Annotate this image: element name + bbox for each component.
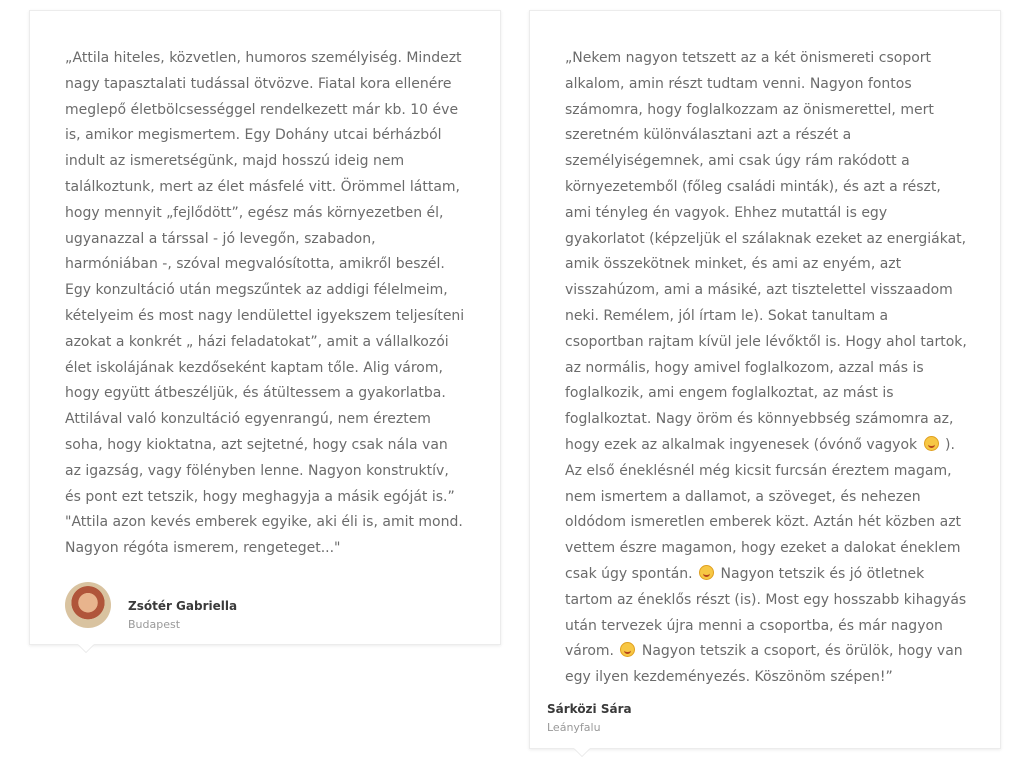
author-name: Sárközi Sára (547, 702, 632, 716)
testimonial-quote: „Attila hiteles, közvetlen, humoros személyiség. Mindezt nagy tapasztalati tudással ötvözve. Fiatal kora ellenére meglepő életbölcsességgel rendelkezett már kb. 10 éve is, amikor megismertem. Egy Dohány utcai bérházból indult az ismeretségünk, majd hosszú ideig nem találkoztunk, mert az élet másfelé vitt. Örömmel láttam, hogy mennyit „fejlődött”, egész más környezetben él, ugyanazzal a társsal - jó levegőn, szabadon, harmóniában -, szóval megvalósította, amikről beszél. Egy konzultáció után megszűntek az addigi félelmeim, kételyeim és most nagy lendülettel igyekszem teljesíteni azokat a konkrét „ házi feladatokat”, amit a vállalkozói élet iskolájának kezdőseként kaptam tőle. Alig várom, hogy együtt átbeszéljük, és átültessem a gyakorlatba. Attilával való konzultáció egyenrangú, nem éreztem soha, hogy kioktatna, azt sejtetné, hogy csak nála van az igazság, vagy fölényben lenne. Nagyon konstruktív, és pont ezt tetszik, hogy meghagyja a másik egóját is.” "Attila azon kevés emberek egyike, aki éli is, amit mond. Nagyon régóta ismerem, rengeteget..." (65, 50, 465, 557)
avatar (65, 582, 111, 628)
quote-part: Nagyon tetszik a csoport, és örülök, hogy van egy ilyen kezdeményezés. Köszönöm szépen!” (565, 643, 963, 686)
quote-part: Nagyon tetszik és jó ötletnek tartom az éneklős részt (is). Most egy hosszabb kihagyás után tervezek újra menni a csoportba, és már nagyon várom. (565, 565, 967, 660)
testimonial-quote (565, 46, 967, 691)
quote-part: ). Az első éneklésnél még kicsit furcsán éreztem magam, nem ismertem a dallamot, a szöveget, és nehezen oldódom ismeretlen emberek közt. Aztán hét közben azt vettem észre magamon, hogy ezeket a dalokat éneklem csak úgy spontán. (565, 436, 962, 582)
smiley-icon (924, 436, 939, 451)
smiley-icon (699, 565, 714, 580)
smiley-icon (620, 642, 635, 657)
author-city: Leányfalu (547, 721, 601, 734)
author-name: Zsótér Gabriella (128, 599, 238, 613)
testimonial-card (29, 10, 501, 645)
testimonial-card (529, 10, 1001, 749)
quote-part: „Nekem nagyon tetszett az a két önismereti csoport alkalom, amin részt tudtam venni. Nagyon fontos számomra, hogy foglalkozzam az önismerettel, mert szeretném különválasztani azt a részét a személyiségemnek, ami csak úgy rám rakódott a környezetemből (főleg családi minták), és azt a részt, ami tényleg én vagyok. Ehhez mutattál is egy gyakorlatot (képzeljük el szálaknak ezeket az energiákat, amik összekötnek minket, és ami az enyém, azt visszahúzom, ami a másiké, azt tisztelettel visszaadom neki. Remélem, jól írtam le). Sokat tanultam a csoportban rajtam kívül jele lévőktől is. Hogy ahol tartok, az normális, hogy amivel foglalkozom, azzal más is foglalkozik, ami engem foglalkoztat, az mást is foglalkoztat. Nagy öröm és könnyebbség számomra az, hogy ezek az alkalmak ingyenesek (óvónő vagyok (565, 50, 967, 453)
author-city: Budapest (128, 618, 181, 631)
